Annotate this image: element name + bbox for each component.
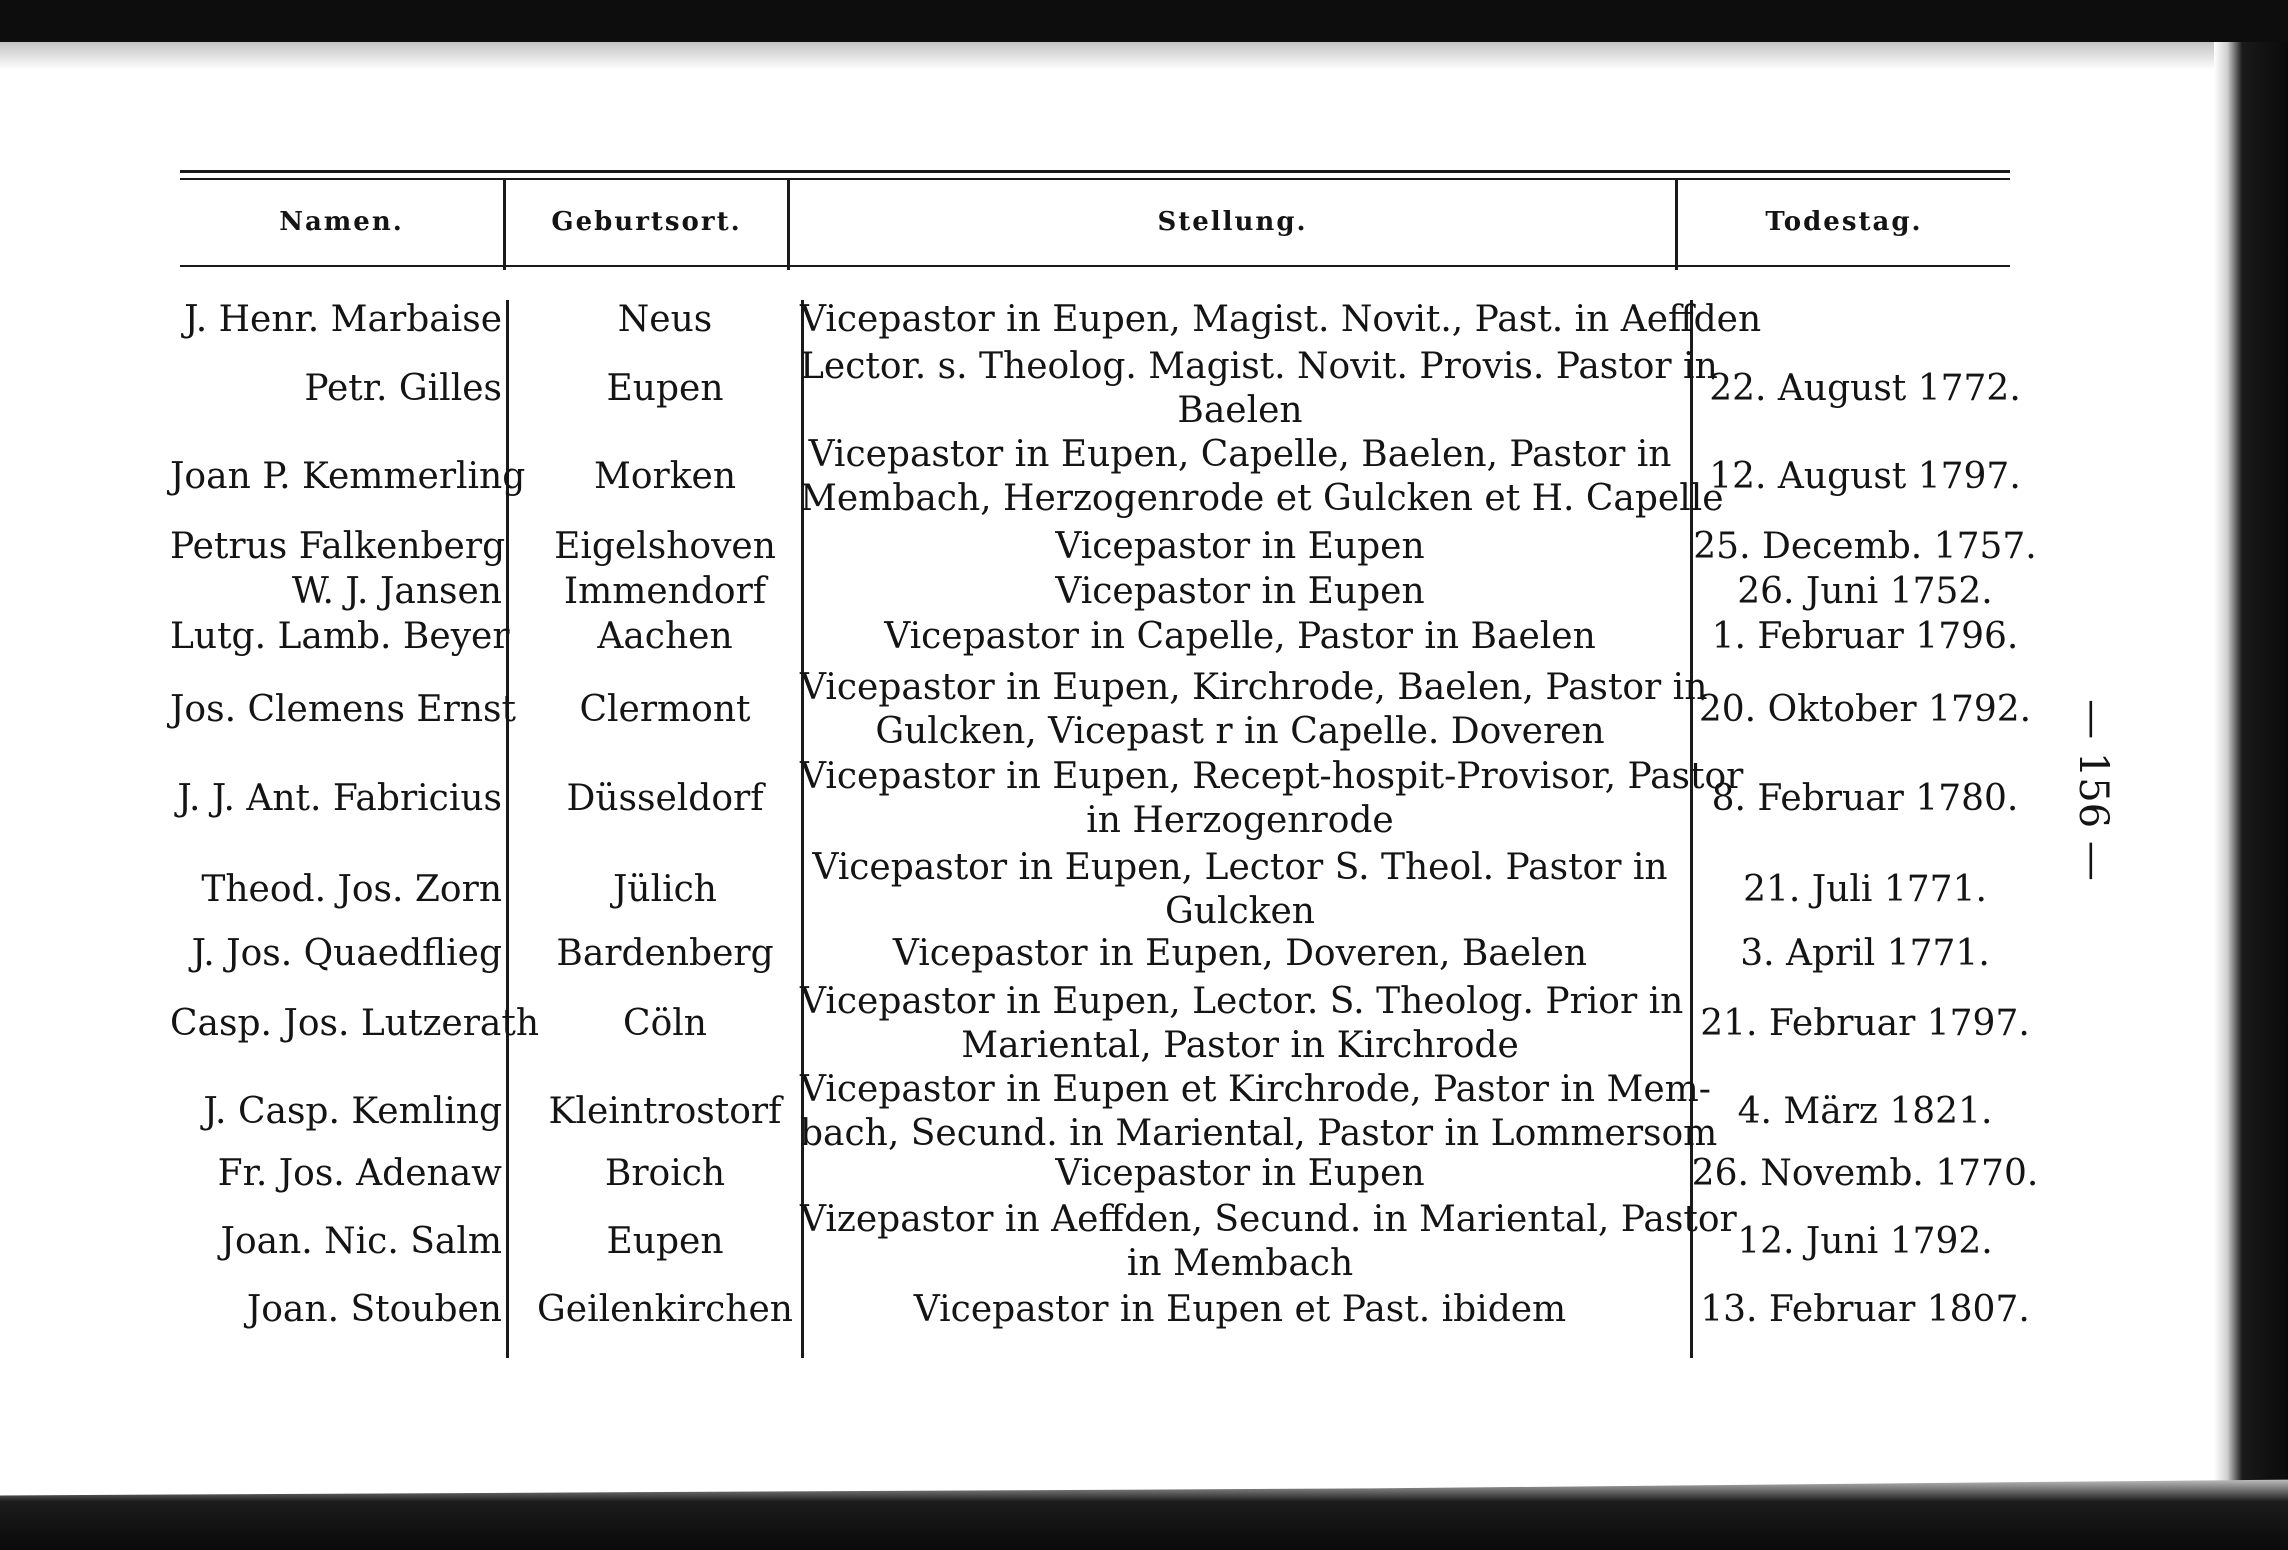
position-line: Vicepastor in Capelle, Pastor in Baelen [884,616,1596,657]
position-cell [800,570,1680,614]
death-date-cell: 3. April 1771. [1740,933,1990,974]
name-cell: Casp. Jos. Lutzerath [170,1003,540,1044]
position-cell [800,980,1684,1068]
name-cell: Joan. Nic. Salm [220,1221,502,1262]
death-date-cell: 25. Decemb. 1757. [1693,526,2037,567]
position-line: Baelen [1177,390,1303,431]
position-line: Gulcken, Vicepast r in Capelle. Doveren [875,711,1605,752]
position-line: Vicepastor in Eupen et Kirchrode, Pastor in Mem- [800,1069,1711,1110]
table-row [0,433,2288,521]
birthplace-cell: Eupen [606,368,724,409]
position-cell [800,666,1708,754]
death-date-cell: 12. August 1797. [1709,456,2021,497]
birthplace-cell: Bardenberg [556,933,774,974]
birthplace-cell: Jülich [613,869,717,910]
name-cell: J. Henr. Marbaise [184,299,502,340]
position-cell [800,1288,1680,1332]
birthplace-cell: Düsseldorf [566,778,764,819]
table-top-rule-inner [180,178,2010,180]
birthplace-cell: Morken [593,456,737,497]
birthplace-cell: Eigelshoven [554,526,776,567]
scan-border-top [0,0,2288,42]
position-line: Membach, Herzogenrode et Gulcken et H. Capelle [800,478,1724,519]
position-line: Vicepastor in Eupen et Past. ibidem [913,1289,1567,1330]
position-line: Lector. s. Theolog. Magist. Novit. Provis. Pastor in [800,346,1718,387]
death-date-cell: 26. Juni 1752. [1737,571,1993,612]
name-cell: Fr. Jos. Adenaw [217,1153,502,1194]
position-line: Gulcken [1165,891,1315,932]
birthplace-cell: Broich [604,1153,726,1194]
table-row [0,1152,2288,1196]
page-number: — 156 — [2070,699,2116,881]
header-position: Stellung. [1157,207,1308,237]
name-cell: Petr. Gilles [304,368,502,409]
position-cell [800,345,1718,433]
position-line: Mariental, Pastor in Kirchrode [961,1025,1519,1066]
name-cell: Petrus Falkenberg [170,526,506,567]
birthplace-cell: Neus [617,299,713,340]
scan-border-bottom [0,1462,2288,1550]
header-birthplace: Geburtsort. [551,207,742,237]
birthplace-cell: Kleintrostorf [548,1091,782,1132]
position-cell [800,932,1680,976]
death-date-cell: 1. Februar 1796. [1711,616,2019,657]
name-cell: J. Casp. Kemling [203,1091,502,1132]
position-line: Vicepastor in Eupen, Magist. Novit., Past. in Aeffden [800,299,1762,340]
position-cell [800,755,1744,843]
position-line: Vicepastor in Eupen [1055,571,1425,612]
position-cell [800,615,1680,659]
table-top-rule [180,170,2010,173]
table-row [0,846,2288,934]
position-line: Vicepastor in Eupen, Kirchrode, Baelen, Pastor in [800,667,1708,708]
position-line: Vicepastor in Eupen [1055,1153,1425,1194]
name-cell: J. J. Ant. Fabricius [177,778,502,819]
table-row [0,298,2288,342]
position-line: Vicepastor in Eupen, Doveren, Baelen [892,933,1588,974]
death-date-cell: 26. Novemb. 1770. [1691,1153,2039,1194]
table-row [0,570,2288,614]
table-row [0,525,2288,569]
position-cell [800,1068,1718,1156]
death-date-cell: 22. August 1772. [1709,368,2021,409]
position-line: Vicepastor in Eupen [1055,526,1425,567]
position-cell [800,1198,1737,1286]
death-date-cell: 13. Februar 1807. [1700,1289,2030,1330]
birthplace-cell: Eupen [606,1221,724,1262]
table-row [0,932,2288,976]
birthplace-cell: Cöln [623,1003,707,1044]
position-cell [800,433,1724,521]
name-cell: Theod. Jos. Zorn [201,869,502,910]
table-row [0,615,2288,659]
name-cell: W. J. Jansen [291,571,502,612]
header-death-date: Todestag. [1765,207,1923,237]
position-cell [800,1152,1680,1196]
scan-shadow-top [0,42,2288,70]
death-date-cell: 8. Februar 1780. [1711,778,2019,819]
table-row [0,755,2288,843]
name-cell: Joan. Stouben [246,1289,502,1330]
header-bottom-rule [180,265,2010,267]
position-line: in Membach [1126,1243,1354,1284]
header-name: Namen. [279,207,404,237]
birthplace-cell: Aachen [597,616,733,657]
death-date-cell: 4. März 1821. [1737,1091,1993,1132]
position-cell [800,298,1762,342]
position-cell [800,525,1680,569]
death-date-cell: 20. Oktober 1792. [1698,689,2032,730]
table-row [0,345,2288,433]
death-date-cell: 21. Februar 1797. [1700,1003,2030,1044]
position-line: bach, Secund. in Mariental, Pastor in Lommersom [800,1113,1718,1154]
table-row [0,1068,2288,1156]
position-cell [800,846,1680,934]
table-row [0,1288,2288,1332]
position-line: in Herzogenrode [1086,800,1394,841]
name-cell: J. Jos. Quaedflieg [191,933,502,974]
name-cell: Lutg. Lamb. Beyer [170,616,510,657]
table-row [0,980,2288,1068]
position-line: Vicepastor in Eupen, Lector. S. Theolog. Prior in [800,981,1684,1022]
death-date-cell: 21. Juli 1771. [1743,869,1987,910]
position-line: Vicepastor in Eupen, Recept-hospit-Provisor, Pastor [800,756,1744,797]
name-cell: Jos. Clemens Ernst [170,689,516,730]
position-line: Vizepastor in Aeffden, Secund. in Mariental, Pastor [800,1199,1737,1240]
position-line: Vicepastor in Eupen, Capelle, Baelen, Pastor in [808,434,1672,475]
name-cell: Joan P. Kemmerling [170,456,526,497]
death-date-cell: 12. Juni 1792. [1737,1221,1993,1262]
birthplace-cell: Clermont [579,689,751,730]
position-line: Vicepastor in Eupen, Lector S. Theol. Pastor in [812,847,1668,888]
birthplace-cell: Immendorf [563,571,767,612]
table-row [0,1198,2288,1286]
birthplace-cell: Geilenkirchen [537,1289,793,1330]
table-row [0,666,2288,754]
